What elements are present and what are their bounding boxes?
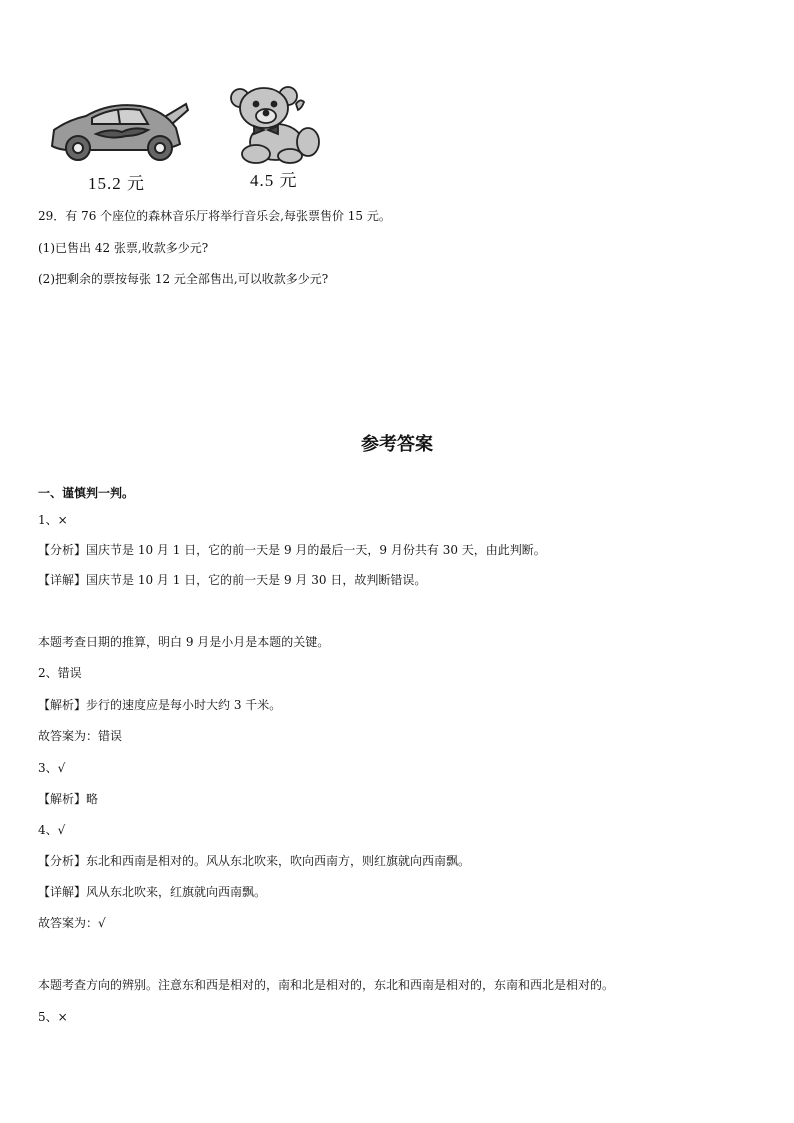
toy-car-image	[48, 96, 190, 164]
section-heading: 一、谨慎判一判。	[38, 486, 135, 500]
answer-3-result: 3、√	[38, 761, 66, 775]
answer-2-explanation: 【解析】步行的速度应是每小时大约 3 千米。	[38, 698, 282, 712]
answer-1-result: 1、×	[38, 513, 68, 527]
answer-5-result: 5、×	[38, 1010, 68, 1024]
answer-2-result: 2、错误	[38, 666, 82, 680]
bear-price-label: 4.5 元	[250, 171, 298, 190]
answer-1-analysis: 【分析】国庆节是 10 月 1 日，它的前一天是 9 月的最后一天，9 月份共有 30 天，由此判断。	[38, 543, 546, 557]
answer-3-explanation: 【解析】略	[38, 792, 99, 806]
question-29-part-2: (2)把剩余的票按每张 12 元全部售出,可以收款多少元?	[38, 272, 329, 286]
question-29-stem: 29．有 76 个座位的森林音乐厅将举行音乐会,每张票售价 15 元。	[38, 209, 391, 223]
car-price-label: 15.2 元	[88, 174, 145, 193]
answer-4-analysis: 【分析】东北和西南是相对的。风从东北吹来，吹向西南方，则红旗就向西南飘。	[38, 854, 471, 868]
answer-1-summary: 本题考查日期的推算，明白 9 月是小月是本题的关键。	[38, 635, 330, 649]
answer-2-conclusion: 故答案为：错误	[38, 729, 123, 743]
question-29-part-1: (1)已售出 42 张票,收款多少元?	[38, 241, 209, 255]
answer-1-detail: 【详解】国庆节是 10 月 1 日，它的前一天是 9 月 30 日，故判断错误。	[38, 573, 427, 587]
teddy-bear-image	[228, 84, 322, 164]
answer-4-conclusion: 故答案为：√	[38, 916, 106, 930]
answer-4-detail: 【详解】风从东北吹来，红旗就向西南飘。	[38, 885, 267, 899]
answer-4-summary: 本题考查方向的辨别。注意东和西是相对的，南和北是相对的，东北和西南是相对的，东南和西北是相对的。	[38, 978, 615, 992]
answer-4-result: 4、√	[38, 823, 66, 837]
answer-key-title: 参考答案	[361, 434, 433, 455]
